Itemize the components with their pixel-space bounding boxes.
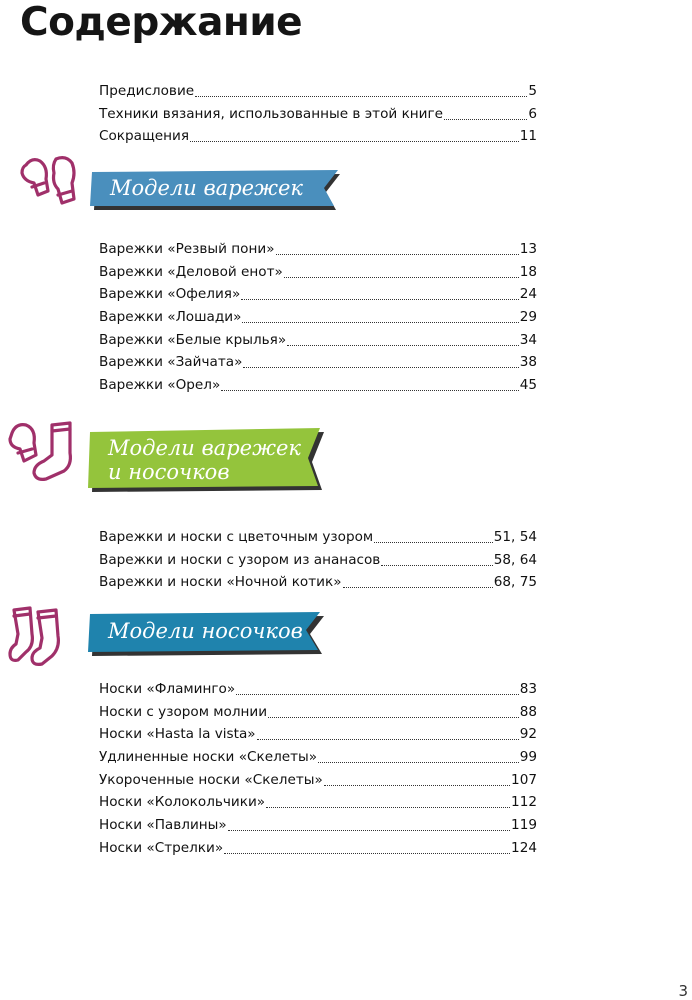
toc-entry <box>99 374 537 397</box>
toc-entry-title: Варежки «Белые крылья» <box>99 331 287 348</box>
toc-entry <box>99 814 537 837</box>
toc-mittens-list <box>99 238 537 397</box>
toc-leader-dots <box>236 694 519 695</box>
toc-entry-title: Варежки «Орел» <box>99 377 221 394</box>
toc-leader-dots <box>224 853 510 854</box>
section-banner-mittens <box>90 170 344 216</box>
toc-entry-title: Носки «Павлины» <box>99 817 227 834</box>
toc-entry-page: 6 <box>528 105 537 122</box>
toc-leader-dots <box>343 587 493 588</box>
toc-entry-title: Варежки и носки с цветочным узором <box>99 529 374 545</box>
toc-entry-title: Варежки «Деловой енот» <box>99 263 283 280</box>
toc-entry-title: Варежки «Офелия» <box>99 286 241 303</box>
toc-entry-page: 51, 54 <box>493 529 537 545</box>
toc-entry-page: 18 <box>519 263 537 280</box>
toc-entry-page: 58, 64 <box>493 551 537 568</box>
toc-entry <box>99 238 537 261</box>
toc-entry-title: Варежки «Лошади» <box>99 309 242 326</box>
toc-entry-title: Варежки и носки «Ночной котик» <box>99 574 342 591</box>
toc-entry-title: Укороченные носки «Скелеты» <box>99 771 323 788</box>
toc-entry-page: 5 <box>528 83 537 99</box>
toc-entry-page: 68, 75 <box>493 574 537 591</box>
toc-entry-title: Удлиненные носки «Скелеты» <box>99 749 318 766</box>
toc-entry <box>99 125 537 148</box>
toc-entry <box>99 261 537 284</box>
toc-entry <box>99 329 537 352</box>
toc-entry-title: Носки «Hasta la vista» <box>99 726 256 743</box>
mittens-icon <box>18 153 80 219</box>
toc-entry <box>99 723 537 746</box>
toc-entry <box>99 769 537 792</box>
toc-leader-dots <box>195 96 527 97</box>
toc-leader-dots <box>318 762 519 763</box>
section-title-mittens: Модели варежек <box>110 176 303 200</box>
toc-entry-page: 119 <box>511 817 537 834</box>
toc-leader-dots <box>190 141 519 142</box>
toc-entry-title: Техники вязания, использованные в этой книге <box>99 105 444 122</box>
section-title-mitten-socks-line2: и носочков <box>108 460 230 484</box>
toc-leader-dots <box>242 322 518 323</box>
socks-icon <box>8 604 74 672</box>
toc-entry-page: 24 <box>519 286 537 303</box>
toc-leader-dots <box>287 345 519 346</box>
toc-entry-title: Сокращения <box>99 128 190 145</box>
toc-leader-dots <box>257 739 519 740</box>
toc-entry <box>99 283 537 306</box>
page-number: 3 <box>678 982 688 1000</box>
section-title-socks: Модели носочков <box>108 619 303 643</box>
toc-entry <box>99 351 537 374</box>
toc-leader-dots <box>284 277 519 278</box>
toc-entry <box>99 549 537 572</box>
section-banner-mitten-socks <box>88 428 328 496</box>
toc-entry <box>99 571 537 594</box>
toc-leader-dots <box>266 807 510 808</box>
toc-entry-page: 11 <box>519 128 537 145</box>
toc-entry-title: Носки с узором молнии <box>99 703 268 720</box>
toc-leader-dots <box>381 565 492 566</box>
toc-entry-page: 107 <box>511 771 537 788</box>
toc-entry-title: Предисловие <box>99 83 195 99</box>
toc-mitten-socks-list <box>99 526 537 594</box>
toc-leader-dots <box>243 367 518 368</box>
toc-entry-title: Варежки «Зайчата» <box>99 354 243 371</box>
toc-leader-dots <box>374 542 493 543</box>
toc-entry <box>99 678 537 701</box>
toc-entry-page: 34 <box>519 331 537 348</box>
section-title-mitten-socks-line1: Модели варежек <box>108 436 301 460</box>
toc-entry-page: 124 <box>511 839 537 856</box>
toc-entry-page: 99 <box>519 749 537 766</box>
toc-entry-title: Варежки и носки с узором из ананасов <box>99 551 381 568</box>
toc-leader-dots <box>276 254 519 255</box>
toc-leader-dots <box>268 717 519 718</box>
toc-intro-list <box>99 80 537 148</box>
toc-entry <box>99 746 537 769</box>
toc-leader-dots <box>221 390 518 391</box>
toc-entry <box>99 103 537 126</box>
toc-entry-page: 13 <box>519 241 537 257</box>
section-banner-socks <box>88 612 328 660</box>
toc-entry <box>99 80 537 103</box>
toc-entry-title: Носки «Фламинго» <box>99 681 236 697</box>
toc-entry-page: 112 <box>511 794 537 811</box>
toc-entry-page: 38 <box>519 354 537 371</box>
toc-entry <box>99 526 537 549</box>
toc-entry <box>99 791 537 814</box>
toc-entry-title: Носки «Стрелки» <box>99 839 224 856</box>
toc-socks-list <box>99 678 537 860</box>
toc-entry-page: 83 <box>519 681 537 697</box>
page-title: Содержание <box>20 0 303 45</box>
toc-entry-title: Варежки «Резвый пони» <box>99 241 275 257</box>
toc-entry-page: 88 <box>519 703 537 720</box>
toc-leader-dots <box>444 119 527 120</box>
mitten-and-sock-icon <box>6 419 78 487</box>
toc-leader-dots <box>241 299 518 300</box>
toc-leader-dots <box>228 830 510 831</box>
toc-leader-dots <box>324 785 510 786</box>
toc-entry <box>99 306 537 329</box>
toc-entry-page: 29 <box>519 309 537 326</box>
toc-entry <box>99 701 537 724</box>
toc-entry-page: 92 <box>519 726 537 743</box>
toc-entry <box>99 837 537 860</box>
toc-entry-page: 45 <box>519 377 537 394</box>
toc-entry-title: Носки «Колокольчики» <box>99 794 266 811</box>
